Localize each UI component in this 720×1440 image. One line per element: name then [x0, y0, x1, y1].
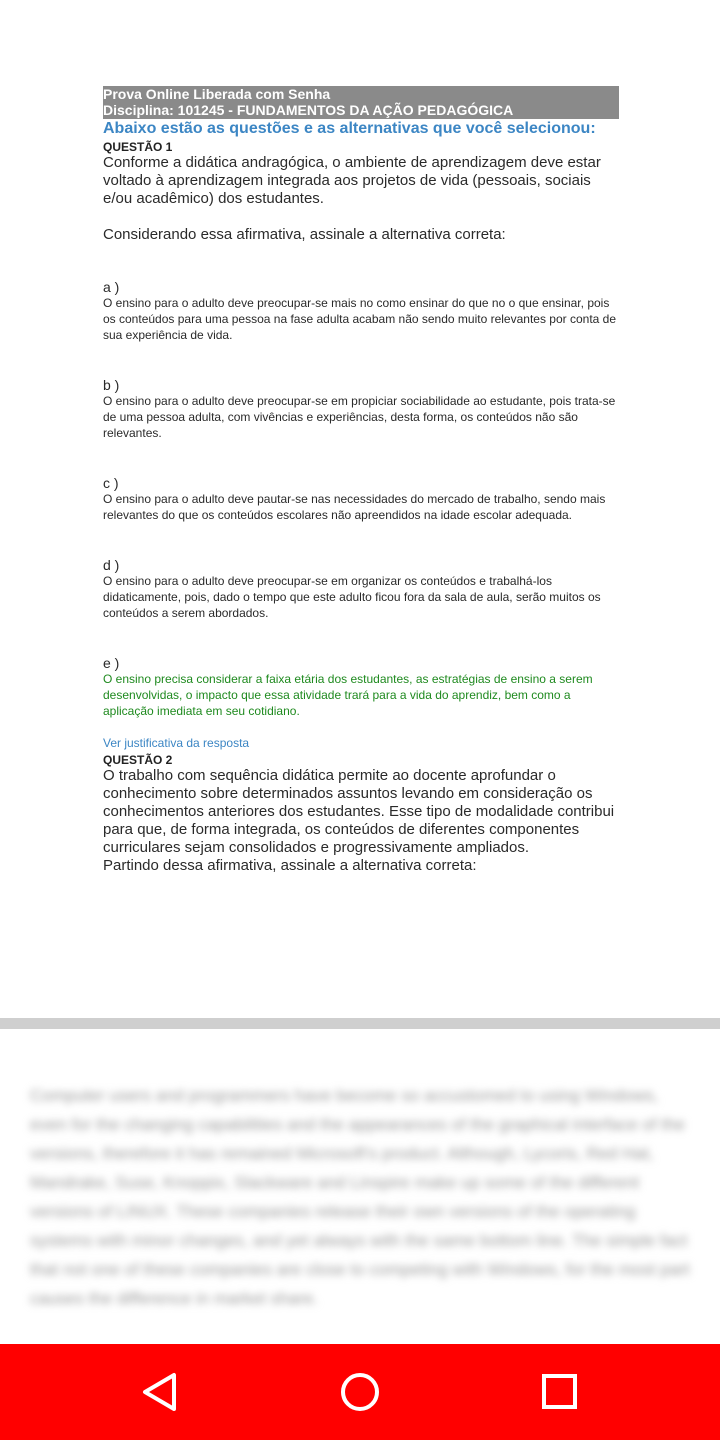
blurred-preview-text: Computer users and programmers have become so accustomed to using Windows, even for the changing capabilities and the appearances of the graphical interface of the versions, therefore it has remained Microsoft's product. Although, Lycoris, Red Hat, Mandrake, Suse, Knoppix, Slackware and Linspire make up some of the different versions of LINUX. These companies release their own versions of the operating systems with minor changes, and yet always with the same bottom line. The simple fact that not one of these companies are close to competing with Windows, for the most part causes the difference in market share.	[30, 1086, 690, 1308]
recents-button[interactable]	[534, 1366, 586, 1418]
android-nav-bar	[0, 1344, 720, 1440]
recents-square-icon	[534, 1366, 586, 1418]
option-a-text: O ensino para o adulto deve preocupar-se mais no como ensinar do que no o que ensinar, pois os conteúdos para uma pessoa na fase adulta acabam não sendo muito relevantes por conta de sua experiência de vida.	[103, 296, 617, 342]
exam-content	[103, 86, 619, 875]
question-2-label: QUESTÃO 2	[103, 753, 173, 767]
option-e-letter: e )	[103, 655, 120, 671]
page-divider	[0, 1018, 720, 1029]
back-triangle-icon	[134, 1366, 186, 1418]
question-1-prompt: Considerando essa afirmativa, assinale a alternativa correta:	[103, 226, 506, 243]
option-a-letter: a )	[103, 279, 120, 295]
exam-header-discipline: Disciplina: 101245 - FUNDAMENTOS DA AÇÃO PEDAGÓGICA	[103, 102, 514, 118]
question-1-statement: Conforme a didática andragógica, o ambiente de aprendizagem deve estar voltado à aprendizagem integrada aos projetos de vida (pessoais, sociais e/ou acadêmico) dos estudantes.	[103, 154, 601, 207]
blurred-preview	[3, 1029, 720, 1345]
option-e-text-correct: O ensino precisa considerar a faixa etária dos estudantes, as estratégias de ensino a serem desenvolvidas, o impacto que essa atividade trará para a vida do aprendiz, bem como a aplicação imediata em seu cotidiano.	[103, 672, 593, 718]
question-1-label: QUESTÃO 1	[103, 140, 173, 154]
option-b-letter: b )	[103, 377, 120, 393]
option-c-text: O ensino para o adulto deve pautar-se nas necessidades do mercado de trabalho, sendo mais relevantes do que os conteúdos escolares não apreendidos na idade escolar adequada.	[103, 492, 606, 522]
back-button[interactable]	[134, 1366, 186, 1418]
option-d-text: O ensino para o adulto deve preocupar-se em organizar os conteúdos e trabalhá-los didaticamente, pois, dado o tempo que este adulto ficou fora da sala de aula, serão muitos os conteúdos a serem abordados.	[103, 574, 601, 620]
exam-header	[103, 86, 619, 119]
justification-link[interactable]: Ver justificativa da resposta	[103, 736, 250, 750]
home-button[interactable]	[334, 1366, 386, 1418]
question-2-statement: O trabalho com sequência didática permite ao docente aprofundar o conhecimento sobre determinados assuntos levando em consideração os conhecimentos anteriores dos estudantes. Esse tipo de modalidade contribui para que, de forma integrada, os conteúdos de diferentes componentes curriculares sejam consolidados e progressivamente ampliados.	[103, 767, 615, 856]
option-d-letter: d )	[103, 557, 120, 573]
question-2-prompt: Partindo dessa afirmativa, assinale a alternativa correta:	[103, 857, 477, 874]
exam-subtitle: Abaixo estão as questões e as alternativas que você selecionou:	[103, 120, 596, 137]
exam-header-title: Prova Online Liberada com Senha	[103, 86, 331, 102]
option-c-letter: c )	[103, 475, 119, 491]
home-circle-icon	[334, 1366, 386, 1418]
option-b-text: O ensino para o adulto deve preocupar-se em propiciar sociabilidade ao estudante, pois trata-se de uma pessoa adulta, com vivências e experiências, desta forma, os conteúdos não são relevantes.	[103, 394, 616, 440]
